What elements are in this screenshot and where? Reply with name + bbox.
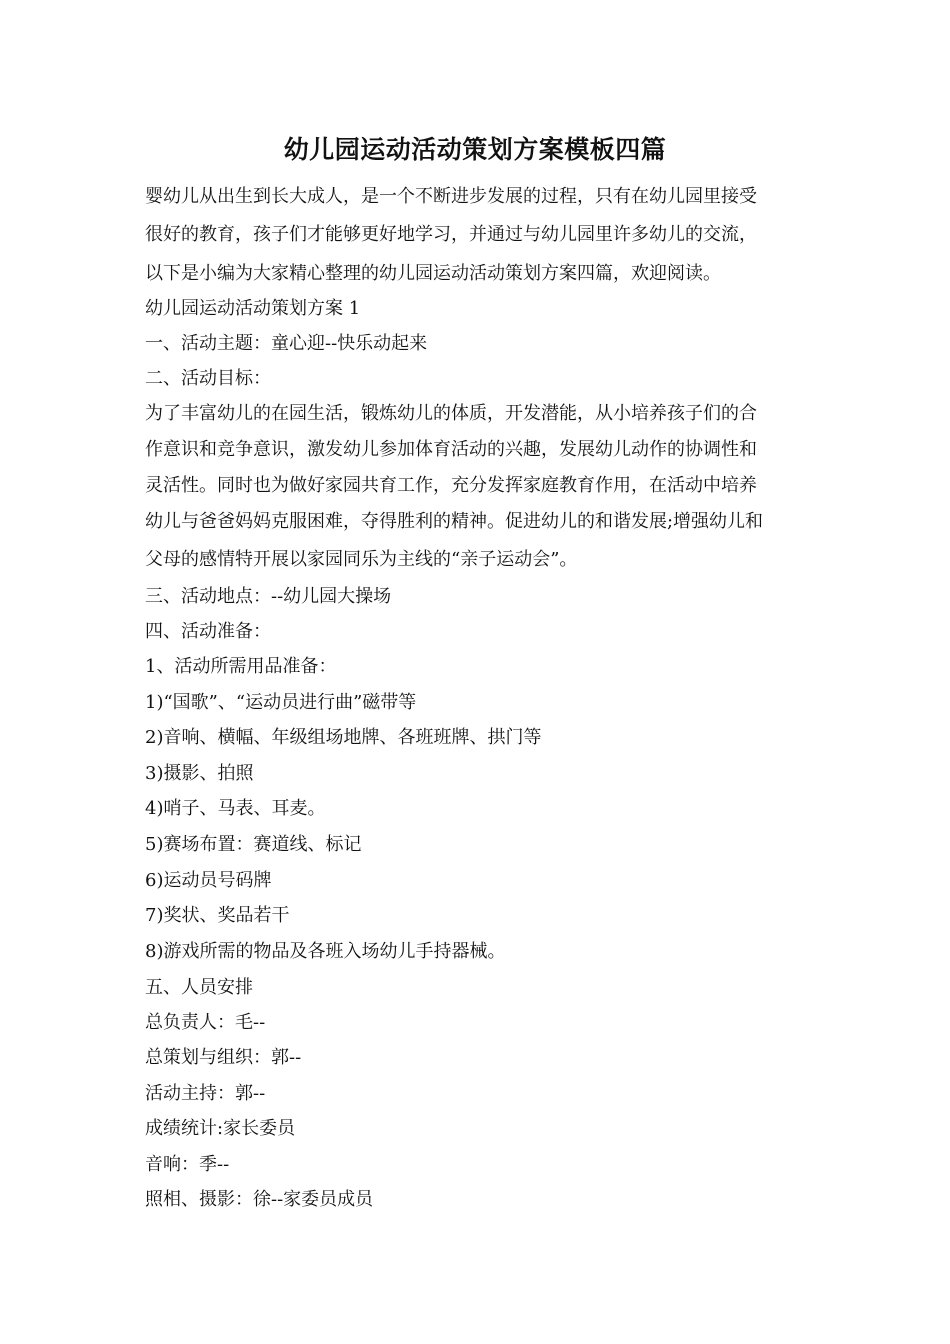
paragraph-line: 灵活性。同时也为做好家园共育工作，充分发挥家庭教育作用，在活动中培养	[145, 475, 757, 496]
list-item: 4)哨子、马表、耳麦。	[145, 798, 326, 819]
document-title: 幼儿园运动活动策划方案模板四篇	[283, 135, 667, 164]
section-heading: 五、人员安排	[145, 977, 253, 998]
list-item: 总策划与组织：郭--	[145, 1047, 302, 1068]
list-item: 总负责人：毛--	[145, 1012, 266, 1033]
list-item: 成绩统计:家长委员	[145, 1118, 296, 1139]
list-item: 8)游戏所需的物品及各班入场幼儿手持器械。	[145, 941, 506, 962]
paragraph-line: 三、活动地点：--幼儿园大操场	[145, 586, 392, 607]
section-heading: 幼儿园运动活动策划方案 1	[145, 298, 361, 319]
list-item: 3)摄影、拍照	[145, 763, 254, 784]
list-item: 照相、摄影：徐--家委员成员	[145, 1189, 374, 1210]
paragraph-line: 幼儿与爸爸妈妈克服困难，夺得胜利的精神。促进幼儿的和谐发展;增强幼儿和	[145, 511, 764, 532]
paragraph-line: 一、活动主题：童心迎--快乐动起来	[145, 333, 428, 354]
section-heading: 二、活动目标：	[145, 368, 271, 389]
list-item: 1)“国歌”、“运动员进行曲”磁带等	[145, 692, 417, 713]
list-item: 7)奖状、奖品若干	[145, 905, 290, 926]
paragraph-line: 以下是小编为大家精心整理的幼儿园运动活动策划方案四篇，欢迎阅读。	[145, 263, 721, 284]
paragraph-line: 很好的教育，孩子们才能够更好地学习，并通过与幼儿园里许多幼儿的交流，	[145, 224, 757, 245]
list-item: 2)音响、横幅、年级组场地牌、各班班牌、拱门等	[145, 727, 542, 748]
paragraph-line: 作意识和竞争意识，激发幼儿参加体育活动的兴趣，发展幼儿动作的协调性和	[145, 439, 757, 460]
paragraph-line: 为了丰富幼儿的在园生活，锻炼幼儿的体质，开发潜能，从小培养孩子们的合	[145, 403, 757, 424]
list-item: 6)运动员号码牌	[145, 870, 272, 891]
paragraph-line: 婴幼儿从出生到长大成人，是一个不断进步发展的过程，只有在幼儿园里接受	[145, 186, 757, 207]
paragraph-line: 父母的感情特开展以家园同乐为主线的“亲子运动会”。	[145, 549, 578, 570]
list-item: 音响：季--	[145, 1154, 230, 1175]
section-heading: 四、活动准备：	[145, 621, 271, 642]
list-item: 活动主持：郭--	[145, 1083, 266, 1104]
list-item: 5)赛场布置：赛道线、标记	[145, 834, 362, 855]
paragraph-line: 1、活动所需用品准备：	[145, 656, 337, 677]
